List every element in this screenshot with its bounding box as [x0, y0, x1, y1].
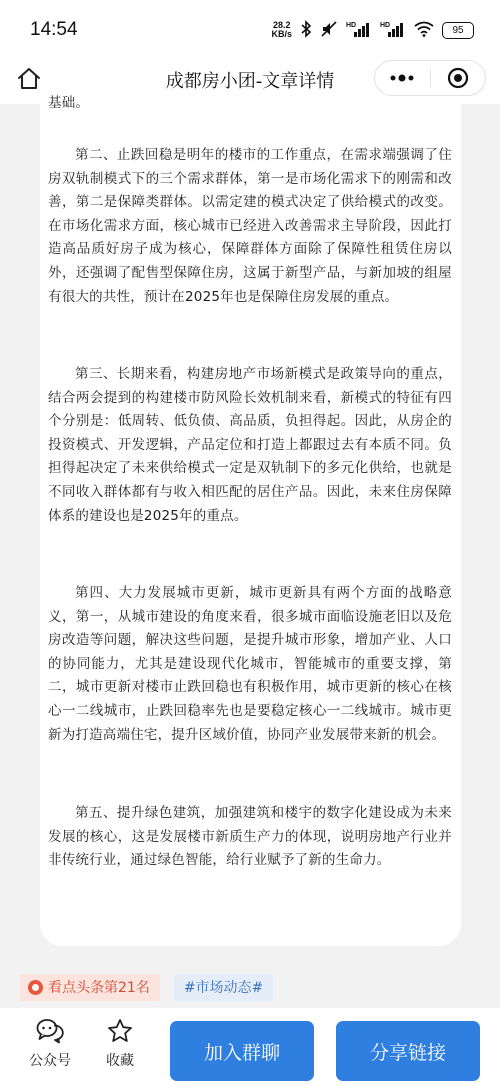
official-account-button[interactable]	[20, 1018, 80, 1080]
topic-tag[interactable]	[174, 974, 273, 1001]
mini-program-capsule	[374, 60, 486, 96]
topic-tag-label: #市场动态#	[183, 980, 264, 996]
tags-row	[0, 972, 500, 1002]
status-time: 14:54	[30, 19, 78, 40]
star-icon	[106, 1018, 134, 1044]
article-paragraph: 第四、大力发展城市更新，城市更新具有两个方面的战略意义，第一，从城市建设的角度来看，很多城市面临设施老旧以及危房改造等问题，解决这些问题，是提升城市形象，增加产业、人口的协同能力，尤其是建设现代化城市，智能城市的重要支撑，第二，城市更新对楼市止跌回稳也有积极作用，城市更新的核心在核心一二线城市，止跌回稳率先也是要稳定核心一二线城市。城市更新为打造高端住宅，提升区域价值，协同产业发展带来新的机会。	[48, 585, 452, 743]
bottom-action-bar	[0, 1008, 500, 1085]
signal-icon-1	[346, 20, 372, 41]
hot-rank-label: 看点头条第21名	[48, 980, 150, 996]
official-account-label: 公众号	[29, 1053, 71, 1069]
article-paragraph: 第三、长期来看，构建房地产市场新模式是政策导向的重点，结合两会提到的构建楼市防风险长效机制来看，新模式的特征有四个分别是：低周转、低负债、高品质，负担得起。因此，从房企的投资模式、开发逻辑，产品定位和打造上都跟过去有本质不同。负担得起决定了未来供给模式一定是双轨制下的多元化供给，也就是不同收入群体都有与收入相匹配的居住产品。因此，未来住房保障体系的建设也是2025年的重点。	[48, 366, 452, 524]
hd-label-1: HD	[346, 21, 357, 29]
battery-level: 95	[452, 24, 464, 36]
wifi-icon	[414, 21, 434, 40]
network-speed-value: 28.2	[272, 20, 291, 30]
chat-bubbles-icon	[36, 1018, 64, 1044]
close-mini-program-button[interactable]	[430, 60, 485, 96]
target-close-icon	[447, 67, 469, 89]
join-group-button[interactable]	[170, 1021, 314, 1081]
article-paragraph: 第二、止跌回稳是明年的楼市的工作重点，在需求端强调了住房双轨制模式下的三个需求群体，第一是市场化需求下的刚需和改善，第二是保障类群体。以需定建的模式决定了供给模式的改变。在市场化需求方面，核心城市已经进入改善需求主导阶段，因此打造高品质好房子成为核心，保障群体方面除了保障性租赁住房以外，还强调了配售型保障住房，这属于新型产品，与新加坡的组屋有很大的共性，预计在2025年也是保障住房发展的重点。	[48, 147, 452, 305]
share-link-button[interactable]	[336, 1021, 480, 1081]
hd-label-2: HD	[380, 21, 391, 29]
network-speed	[271, 21, 292, 39]
status-bar	[0, 0, 500, 60]
share-link-label: 分享链接	[369, 1041, 446, 1064]
battery-indicator	[442, 22, 474, 39]
bluetooth-icon	[300, 20, 312, 41]
favorite-label: 收藏	[106, 1053, 134, 1069]
more-button[interactable]	[375, 60, 430, 96]
favorite-button[interactable]	[90, 1018, 150, 1080]
article-partial-line: 基础。	[48, 95, 90, 111]
hot-rank-tag[interactable]	[20, 974, 160, 1001]
mute-icon	[320, 20, 338, 41]
article-paragraph: 第五、提升绿色建筑，加强建筑和楼宇的数字化建设成为未来发展的核心，这是发展楼市新质生产力的体现，说明房地产行业并非传统行业，通过绿色智能，给行业赋予了新的生命力。	[48, 805, 452, 869]
status-icons	[271, 20, 474, 41]
join-group-label: 加入群聊	[203, 1041, 280, 1064]
hot-rank-icon	[28, 980, 43, 995]
more-dots-icon	[389, 74, 415, 82]
network-speed-unit: KB/s	[271, 29, 292, 39]
signal-icon-2	[380, 20, 406, 41]
page-title: 成都房小团-文章详情	[165, 71, 335, 92]
